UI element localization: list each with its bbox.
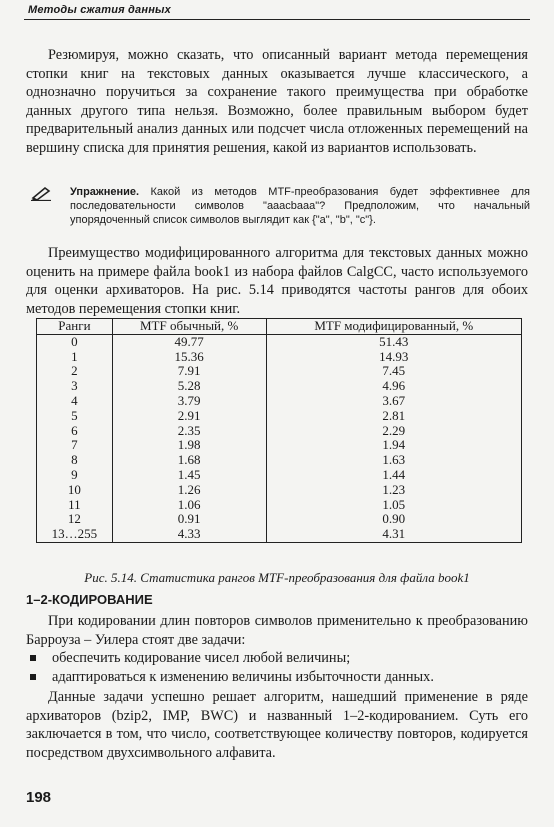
mtf-modified-cell: 1.94 (266, 438, 522, 453)
rank-cell: 8 (37, 453, 113, 468)
table-row (37, 379, 522, 394)
rank-cell: 9 (37, 468, 113, 483)
mtf-modified-cell: 3.67 (266, 394, 522, 409)
mtf-regular-cell: 2.91 (112, 409, 266, 424)
bullet-icon (30, 674, 36, 680)
mtf-regular-cell: 3.79 (112, 394, 266, 409)
mtf-modified-cell: 1.63 (266, 453, 522, 468)
mtf-regular-cell: 1.68 (112, 453, 266, 468)
mtf-regular-cell: 49.77 (112, 334, 266, 349)
mtf-modified-cell: 14.93 (266, 350, 522, 365)
table-row (37, 409, 522, 424)
mtf-regular-cell: 5.28 (112, 379, 266, 394)
mtf-modified-cell: 1.05 (266, 498, 522, 513)
mtf-regular-cell: 7.91 (112, 364, 266, 379)
table-header-row (37, 319, 522, 335)
rank-cell: 2 (37, 364, 113, 379)
mtf-regular-cell: 0.91 (112, 512, 266, 527)
list-item (26, 649, 528, 668)
section-title: 1–2-КОДИРОВАНИЕ (26, 592, 153, 607)
list-item-text: обеспечить кодирование чисел любой величины; (52, 650, 351, 666)
exercise-text (70, 185, 530, 227)
mtf-regular-cell: 4.33 (112, 527, 266, 542)
table-row (37, 512, 522, 527)
mtf-modified-cell: 4.96 (266, 379, 522, 394)
list-item (26, 668, 528, 687)
rank-cell: 13…255 (37, 527, 113, 542)
column-header-mtf-regular: MTF обычный, % (112, 319, 266, 335)
paragraph-advantage: Преимущество модифицированного алгоритма для текстовых данных можно оценить на примере файла book1 из набора файлов CalgCC, часто используемого для оценки архиваторов. На рис. 5.14 приводятся частоты рангов для обоих методов перемещения стопки книг. (26, 245, 528, 317)
rank-cell: 10 (37, 483, 113, 498)
rank-cell: 5 (37, 409, 113, 424)
mtf-modified-cell: 0.90 (266, 512, 522, 527)
rank-cell: 0 (37, 334, 113, 349)
task-list (26, 649, 528, 686)
paragraph-algorithm: Данные задачи успешно решает алгоритм, нашедший применение в ряде архиваторов (bzip2, IMP, BWC) и названный 1–2-кодированием. Суть его заключается в том, что число, соответствующее количеству повторов, кодируется посредством двухсимвольного алфавита. (26, 689, 528, 761)
mtf-regular-cell: 1.45 (112, 468, 266, 483)
rank-cell: 11 (37, 498, 113, 513)
paragraph-tasks-intro: При кодировании длин повторов символов применительно к преобразованию Барроуза – Уилера стоят две задачи: (26, 613, 528, 648)
header-divider (24, 19, 530, 20)
table-row (37, 438, 522, 453)
mtf-regular-cell: 1.06 (112, 498, 266, 513)
mtf-modified-cell: 7.45 (266, 364, 522, 379)
rank-cell: 1 (37, 350, 113, 365)
table-row (37, 364, 522, 379)
rank-cell: 4 (37, 394, 113, 409)
mtf-modified-cell: 2.29 (266, 424, 522, 439)
bullet-icon (30, 655, 36, 661)
table-row (37, 350, 522, 365)
table-body (37, 334, 522, 542)
table-row (37, 334, 522, 349)
table-row (37, 483, 522, 498)
mtf-modified-cell: 1.23 (266, 483, 522, 498)
rank-cell: 12 (37, 512, 113, 527)
mtf-modified-cell: 1.44 (266, 468, 522, 483)
mtf-modified-cell: 2.81 (266, 409, 522, 424)
mtf-modified-cell: 51.43 (266, 334, 522, 349)
list-item-text: адаптироваться к изменению величины избыточности данных. (52, 668, 434, 685)
rank-cell: 6 (37, 424, 113, 439)
paragraph-summary: Резюмируя, можно сказать, что описанный вариант метода перемещения стопки книг на текстовых данных оказывается лучше классического, а однозначно поручиться за сохранение такого преимущества при обработке данных другого типа нельзя. Возможно, более правильным выбором будет предварительный анализ данных или подсчет числа отложенных перемещений на вершину списка для принятия решения, какой из вариантов использовать. (26, 47, 528, 156)
table-row (37, 498, 522, 513)
figure-caption: Рис. 5.14. Статистика рангов MTF-преобразования для файла book1 (84, 570, 470, 585)
column-header-mtf-modified: MTF модифицированный, % (266, 319, 522, 335)
mtf-regular-cell: 2.35 (112, 424, 266, 439)
table-row (37, 453, 522, 468)
rank-frequency-table (36, 318, 522, 543)
mtf-regular-cell: 1.98 (112, 438, 266, 453)
table-row (37, 527, 522, 542)
rank-cell: 7 (37, 438, 113, 453)
exercise-body: Какой из методов MTF-преобразования будет эффективнее для последовательности символов "aaacbaaa"? Предположим, что начальный упорядоченный список символов выглядит как {"a", "b", "c"}. (70, 186, 530, 226)
page-number: 198 (26, 789, 52, 806)
table-row (37, 468, 522, 483)
rank-cell: 3 (37, 379, 113, 394)
mtf-regular-cell: 1.26 (112, 483, 266, 498)
running-header: Методы сжатия данных (28, 4, 171, 16)
table-row (37, 394, 522, 409)
table-row (37, 424, 522, 439)
mtf-modified-cell: 4.31 (266, 527, 522, 542)
column-header-rank: Ранги (37, 319, 113, 335)
exercise-label: Упражнение. (70, 186, 140, 198)
pencil-icon (30, 185, 52, 201)
mtf-regular-cell: 15.36 (112, 350, 266, 365)
